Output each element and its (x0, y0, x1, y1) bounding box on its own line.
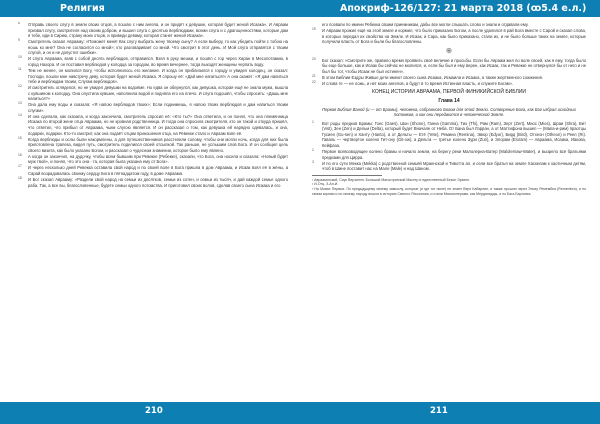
left-page-text (18, 22, 288, 392)
chapter-title: Глава 14 (438, 97, 460, 104)
verse (18, 102, 288, 113)
page-header-right (300, 0, 600, 17)
footnote-divider (312, 175, 382, 176)
verse-number: 20 (312, 56, 316, 61)
end-of-story-title: КОНЕЦ ИСТОРИИ АВРААМА, ПЕРВОЙ ФИНИКИЙСКОЙ БИБЛИИ (371, 88, 527, 95)
verse-text: В этом Библии Ездры Живые дети имеют своего сына Исаака, Исмаила и Исаака, а также жертвенного сожжения. (322, 74, 544, 80)
verse-text: И Авраам прожил ещё на этой земле и кормил, что было приказано Богом, а после удалился в рай Бога вместе с Сарой и сказал слова, в которых передал их свойства на Земле. И Исаак, и Сара, как было приказано, стали их, и не было больше таких на земле, которые получили власть от Бога и были бы благословлены. (322, 27, 586, 45)
verse (18, 68, 288, 85)
verse-number: 8 (18, 22, 20, 25)
verse-text: И она сделала, как сказала, и когда закончила, смотритель спросил её: «Кто ты?» Она ответила, и он понял, что она племянница Исаака по второй жене отца Авраама, но не кровная родственница. И тогда она спросила смотрителя, кто он такой и откуда пришёл, что ответил, что прибыл от Авраама, чьим слугою является. И он рассказал о том, как девушка ей нарядно одевалась, и она, подарки, подарки. Кто-то смотрит, как она подаёт отцам приношения отца, на Ревекке стало и Авраам взял её. (28, 113, 288, 136)
footnote: ² И-Отц. З-Ан-И. (312, 182, 339, 187)
verse-text: И Бог сказал Аврааму: «Раздели свой народ на семьи из десятков, семьи из сотен, и семьи из тысяч, и дай каждой семье одного раба. Так, а все вы, благословенные, будете семьи одного потомства. И приготовил своих волов, сделав своего сына Исаака и его (28, 176, 288, 188)
verse-number: 11 (18, 66, 22, 71)
right-page (300, 0, 600, 424)
verse-text: Первое всевозводящее колено брамы и начало земли, на берегу реки Малолерна-Ватер (Malolernaw-Water), и вызрело всё братьями предками для Цирра. (322, 149, 586, 160)
verse-text: И по его сути Мекка (Mekka) с родственной семьёй Мраенской и Тивотта ал. и сели все братья на земле Хаскелам к хаотичным детям, чтоб в Шине поставит нас на Мале (Male) и над Шаном. (322, 160, 586, 172)
separator-ornament: ֍ (446, 47, 452, 55)
verse (18, 137, 288, 154)
page-footer-left (0, 402, 300, 424)
page-number-left: 210 (145, 406, 163, 416)
verse (18, 114, 288, 136)
verse-number: 17 (18, 164, 22, 169)
page-footer-right (300, 402, 600, 424)
verse-text: И через несколько дней Ревекка оставила свой народ и по своей воле в Бога пришла в дом Авраама, и Исаак взял её в жёны, а Сарай возрадовалась своему сердцу Бога в пятнадцатом году, в доме Авраама. (28, 165, 288, 176)
verse-number: 1 (312, 119, 314, 124)
page-header-left (0, 0, 300, 17)
running-title: Апокриф-126/127: 21 марта 2018 (ꝏ5.4 е.л.) (340, 3, 587, 14)
verse (312, 28, 586, 45)
verse-number: 3 (312, 159, 314, 164)
page-number-right: 211 (430, 406, 448, 416)
verse (18, 165, 288, 176)
verse-text: И слова те — не ложь, и нет моих ангелов, а будут в то время Истинная власть, и служите Богам». (322, 80, 514, 86)
verse (18, 154, 288, 165)
verse-text: А когда он закончил, на дудочку, чтобы всем бывшим при Ревекке (Ребекке), сказали, что Бога, она носила и сказала: «Новый будет муж твой», и понял, что это она - та, которая была указана ему от Бога». (28, 153, 288, 165)
verse-number: 16 (18, 152, 22, 157)
verse (312, 22, 586, 28)
verse-text: Тем не менее, он молился Богу, чтобы исполнилось его желание. И когда он приблизился к городу и увидел колодец, он сказал: Господи, пошли мне навстречу деву, которая будет женой Исаака. Я спрошу её: «Дай мне напиться!» А она скажет: «Я дам напиться тебе и верблюдам твоим, Слугам верблюдов». (28, 67, 288, 85)
verse (312, 81, 586, 87)
footnote: ¹ Авраамитский, Сиус Верзилэн. Большой Магистратский Мастер и единственный Бекон Эрзинн. (312, 177, 471, 182)
verse-text: Отправь своего слугу в земли своих отцов, а пошлю с ним ангела, и он придёт к девушке, которая будет женой Исаака». И Авраам призвал слугу, смотрителя над своим добром, и вышел слуга с десятью верблюдами, всеми слуга и с драгоценностями, которые дам я тебе, иди в Сирию, страну моих отцов, и приведи деваму, которая станет женой Исаака». (28, 22, 288, 39)
verse-text: его позвали по имени Ребекка своим приемникам, дабы все могли слышать слово и знали и отдавали ему. (322, 22, 529, 27)
verse-text: Вот роды предков Брамы: Гоес (Gaes), Шон (Shone), Ганна (Gamma), Тио (Thi), Рам (Ram), Зерт (Zert), Миос (Mios), Шраи (Shra), Вит (Vist), Зен (Zen) и Дельм (Delta), который будет Вначале от Неба. От Бана был Лэрран, а от Маттифона вышел — (Mana-и-рим) праотцы Гусиен (Gu-sen) и Ханту (Hanto), а от Дельты — Етё (Yete), Ремина (Remina), Эвюр (Edyur), Бирд (Bird), Отхеон (Otheon) и Реел (Ri). Гаваль — чертвертое колено Гит-ону (Git-ow), а Дельта — третье колено Зури (Zuri), и Элорам (Eloram) — Авраама, Исаака, Иакова, Кейфаза. (322, 120, 586, 149)
right-page-text (312, 22, 586, 392)
verse (312, 58, 586, 75)
verse-number: 2 (312, 148, 314, 153)
verse-number: 22 (312, 79, 316, 84)
verse-text: Когда верблюды и ослы были накормлены, а для путешественников расстелили солому, чтобы они могли ночь, когда для них была приготовлена трапеза, видел путь, смотритель поделился своей отсылкой. Так раньше, не услышим слов Бога. И он сообщил цель своего визита, как было указано Богом, и рассказал о чудесном знамении, которое было ему явлено. (28, 136, 288, 153)
verse (312, 161, 586, 172)
section-title: Религия (60, 3, 105, 14)
verse-number: 14 (18, 112, 22, 117)
verse-number: 15 (18, 135, 22, 140)
verse-number: 12 (18, 84, 22, 89)
verse-number: 18 (18, 175, 22, 180)
verse (312, 75, 586, 81)
verse-text: Она дала ему воды и сказала: «Я напою верблюдов твоих»; Если поднимешь, я напою твоих верблюдов и дам напиться твоим слугам». (28, 102, 288, 113)
verse-text: И смотритель огляделся, но не увидел девушки на водоёме. Но едва он обернулся, как девушка, которая ещё не знала мужа, вышла с кувшином к колодцу. Она опустила кувшин, наполнила водой и подняла его на плечо. И слуга подошёл, чтобы спросить: «Дашь мне напиться?» (28, 85, 288, 102)
verse (312, 121, 586, 149)
verse (18, 39, 288, 56)
chapter-intro: Первая Библия Ваной (и — от Брамы), человека, собранного Богом для этой Земли. Сотворение Бога, как Бог избрал исходных потомков, и как они передаются в человеческой Земле. (322, 106, 576, 118)
verse (312, 149, 586, 160)
verse-number: 19 (312, 26, 316, 31)
verse (18, 22, 288, 39)
verse-text: Смотритель сказал Аврааму: «Поможет меня! Как слугу выбрать жену твоему сыну? А если выберу, то как убедить пойти с тобою на ношь ко мне? Она не согласится со мной»; кто разговаривает со мной. Что смотрит в этот день. И Мой слуга отправятся с твоим слугой, и он и не допустит ошибки». (28, 39, 288, 56)
verse-number: 9 (18, 38, 20, 43)
footnote: ³ На Мовах Первых. По предыдущему своему замыслу, которые (и где тот ныне) не знают Верх Кабарлин, и также прошли через Эпоху Ремембеа (Remembra), и по своим корням и по своему народу вошли в историю Святого Рассеяния, и стали Миссионерами, как Мерданидцы, и по Бага Барганья. (312, 187, 586, 196)
verse (18, 85, 288, 102)
verse (18, 56, 288, 67)
verse-text: И слуга Авраама, взяв с собой десять верблюдов, отправился. Взял в руку мешки, и пошёл с гор через Харан в Месопотамию, в город Нахора. И он поставил верблюдов у колодца за городом, во время вечернее, тогда выходят женщины черпать воду. (28, 56, 288, 67)
verse-number: 13 (18, 101, 22, 106)
verse-number: 10 (18, 55, 22, 60)
verse-number: 21 (312, 73, 316, 78)
verse (18, 177, 288, 188)
verse-text: Бог сказал: «Смотрите же, правило время проявить своё величие и просьбы. Если бы Авраам жил по воле своей, как я ему, тогда было бы еще больше, как и Исаак бы сейчас не молился, и, если бы был и ему верен, как Исаак, так и Ревекке не отвернулся бы от него и не был бы тот, чтобы Исаак не был истинен». (322, 57, 586, 74)
